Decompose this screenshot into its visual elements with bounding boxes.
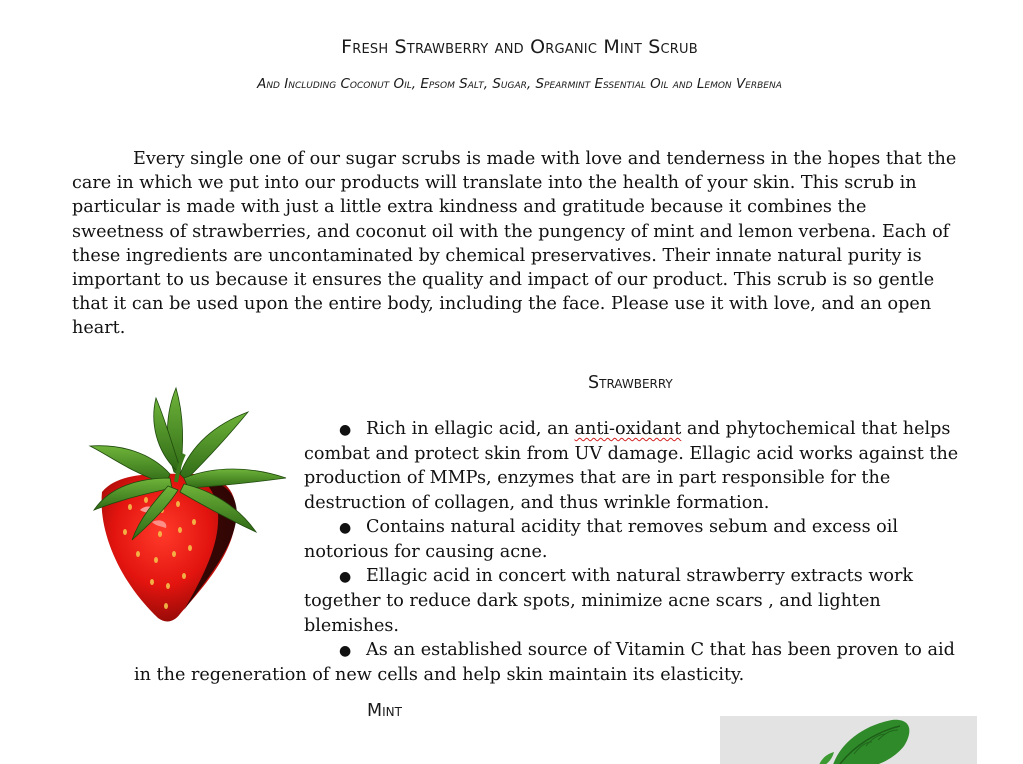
strawberry-heading: Strawberry: [588, 373, 673, 393]
bullet-icon: ●: [339, 569, 352, 586]
strawberry-image: [80, 382, 290, 624]
list-item: ● Contains natural acidity that removes sebum and excess oil notorious for causing acne.: [304, 516, 899, 563]
mint-heading: Mint: [367, 701, 402, 721]
strawberry-benefits-list: [134, 417, 974, 687]
intro-paragraph: Every single one of our sugar scrubs is made with love and tenderness in the hopes that the care in which we put into our products will translate into the health of your skin. This scrub in particular is made with just a little extra kindness and gratitude because it combines the sweetness of strawberries, and coconut oil with the pungency of mint and lemon verbena. Each of these ingredients are uncontaminated by chemical preservatives. Their innate natural purity is important to us because it ensures the quality and impact of our product. This scrub is so gentle that it can be used upon the entire body, including the face. Please use it with love, and an open heart.: [72, 149, 957, 339]
bullet-icon: ●: [339, 422, 352, 438]
bullet-icon: ●: [339, 519, 352, 536]
document-title: Fresh Strawberry and Organic Mint Scrub: [341, 36, 698, 58]
list-item: ● As an established source of Vitamin C that has been proven to aid in the regeneration of new cells and help skin maintain its elasticity.: [134, 639, 955, 686]
spellcheck-flagged-word: anti-oxidant: [574, 419, 682, 439]
mint-leaf-icon: [720, 716, 977, 764]
bullet-icon: ●: [339, 642, 352, 659]
mint-image: [720, 716, 977, 764]
list-item: ● Ellagic acid in concert with natural strawberry extracts work together to reduce dark spots, minimize acne scars , and lighten blemishes.: [304, 566, 914, 636]
document-subtitle: And Including Coconut Oil, Epsom Salt, Sugar, Spearmint Essential Oil and Lemon Verbena: [257, 76, 782, 92]
list-item: ● Rich in ellagic acid, an anti-oxidant and phytochemical that helps combat and protect skin from UV damage. Ellagic acid works against the production of MMPs, enzymes that are in part responsible for the destruction of collagen, and thus wrinkle formation.: [304, 419, 959, 513]
